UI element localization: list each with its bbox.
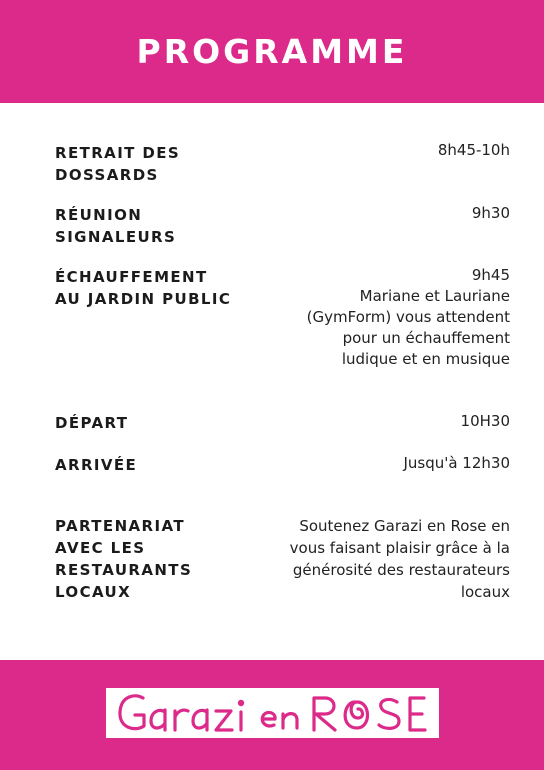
schedule-label: ARRIVÉE bbox=[55, 456, 138, 474]
schedule-value: 9h30 bbox=[471, 204, 510, 222]
page-title: PROGRAMME bbox=[136, 32, 408, 71]
schedule-label: PARTENARIAT AVEC LES RESTAURANTS LOCAUX bbox=[55, 517, 193, 601]
schedule-value: Soutenez Garazi en Rose en vous faisant plaisir grâce à la générosité des restaurateurs locaux bbox=[289, 517, 510, 601]
schedule-value: 8h45-10h bbox=[437, 141, 510, 159]
logo-text: Garazi en Rose bbox=[112, 690, 120, 691]
logo bbox=[106, 688, 439, 738]
header-banner bbox=[0, 0, 544, 103]
schedule-label: DÉPART bbox=[55, 414, 129, 432]
schedule-label: ÉCHAUFFEMENT AU JARDIN PUBLIC bbox=[55, 268, 232, 308]
schedule-value: 9h45 Mariane et Lauriane (GymForm) vous attendent pour un échauffement ludique et en musique bbox=[306, 266, 510, 368]
footer-banner bbox=[0, 660, 544, 770]
schedule-value: 10H30 bbox=[460, 412, 510, 430]
garazi-en-rose-logo bbox=[113, 690, 433, 736]
schedule-label: RÉUNION SIGNALEURS bbox=[55, 206, 177, 246]
schedule-value: Jusqu'à 12h30 bbox=[403, 454, 510, 472]
schedule-label: RETRAIT DES DOSSARDS bbox=[55, 144, 181, 184]
